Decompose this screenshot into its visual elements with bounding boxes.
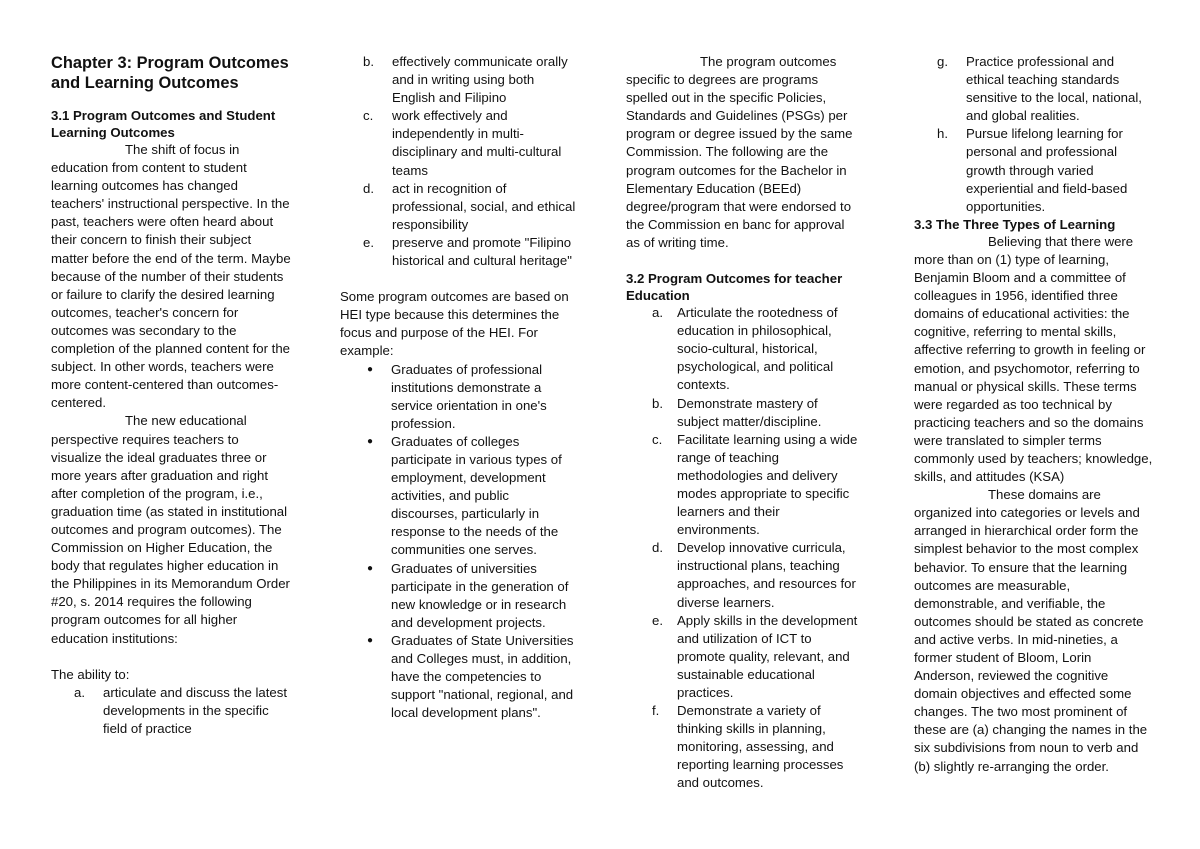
bullet-text: Graduates of colleges participate in various types of employment, development activities, and public discourses, particularly in response to the needs of the communities one serves. (391, 433, 562, 558)
list-marker: d. (652, 540, 663, 556)
list-item (626, 702, 862, 792)
list-marker: h. (937, 126, 948, 142)
list-item-text: act in recognition of professional, social, and ethical responsibility (392, 180, 576, 232)
list-marker: e. (652, 612, 663, 628)
list-item-text: preserve and promote "Filipino historical and cultural heritage" (392, 234, 572, 269)
bullet-item (340, 632, 576, 722)
list-marker: c. (363, 108, 374, 124)
list-item (626, 612, 862, 702)
list-item (340, 234, 576, 270)
list-item (626, 395, 862, 431)
list-item (340, 53, 576, 107)
list-marker: g. (937, 54, 948, 69)
column-2 (340, 53, 576, 722)
list-item (914, 125, 1154, 215)
list-item-text: Demonstrate mastery of subject matter/discipline. (677, 395, 822, 429)
paragraph: The new educational perspective requires teachers to visualize the ideal graduates three or more years after graduation and right after completion of the program, i.e., graduation time (as stated in institutional outcomes and program outcomes). The Commission on Higher Education, the body that regulates higher education in the Philippines in its Memorandum Order #20, s. 2014 requires the following program outcomes for all higher education institutions: (51, 413, 290, 646)
list-item (51, 684, 291, 738)
bullet-text: Graduates of State Universities and Colleges must, in addition, have the competencies to support "national, regional, and local development plans". (391, 632, 574, 721)
column-4 (914, 53, 1154, 776)
bullet-text: Graduates of universities participate in the generation of new knowledge or in research and development projects. (391, 560, 569, 630)
bullet-icon: ● (367, 435, 374, 447)
list-item-text: Articulate the rootedness of education in philosophical, socio-cultural, historical, psychological, and political contexts. (677, 305, 838, 393)
list-item-text: work effectively and independently in multi-disciplinary and multi-cultural teams (392, 108, 562, 178)
list-item-text: Apply skills in the development and utilization of ICT to promote quality, relevant, and sustainable educational practices. (677, 612, 858, 700)
list-item-text: Develop innovative curricula, instructional plans, teaching approaches, and resources for diverse learners. (677, 540, 856, 610)
paragraph: The program outcomes specific to degrees are programs spelled out in the specific Policies, Standards and Guidelines (PSGs) per program or degree issued by the same Commission. The following are the program outcomes for the Bachelor in Elementary Education (BEEd) degree/program that were endorsed to the Commission en banc for approval as of writing time. (626, 54, 853, 250)
list-marker: f. (652, 703, 660, 719)
list-item (626, 431, 862, 540)
list-item-text: effectively communicate orally and in writing using both English and Filipino (392, 54, 568, 106)
list-marker: b. (652, 395, 663, 411)
list-item (626, 539, 862, 611)
bullet-item (340, 361, 576, 433)
paragraph: Believing that there were more than on (1) type of learning, Benjamin Bloom and a committee of colleagues in 1956, identified three domains of educational activities: the cognitive, referring to mental skills, affective referring to growth in feeling or emotion, and psychomotor, referring to manual or physical skills. These terms were regarded as too technical by practicing teachers and so the domains were translated to simpler terms commonly used by teachers; knowledge, skills, and attitudes (KSA) (914, 233, 1153, 485)
bullet-item (340, 560, 576, 632)
chapter-title: Chapter 3: Program Outcomes and Learning Outcomes (51, 54, 289, 92)
section-heading-3-1: 3.1 Program Outcomes and Student Learning Outcomes (51, 108, 276, 140)
list-item (626, 304, 862, 394)
ability-intro: The ability to: (51, 666, 130, 682)
column-3 (626, 53, 862, 793)
list-marker: a. (74, 684, 85, 700)
section-heading-3-2: 3.2 Program Outcomes for teacher Education (626, 271, 843, 304)
paragraph: Some program outcomes are based on HEI type because this determines the focus and purpose of the HEI. For example: (340, 289, 569, 359)
bullet-icon: ● (367, 634, 374, 646)
list-item (340, 107, 576, 179)
list-marker: e. (363, 234, 374, 250)
list-marker: a. (652, 305, 663, 321)
bullet-text: Graduates of professional institutions demonstrate a service orientation in one's profession. (391, 361, 547, 431)
list-marker: d. (363, 180, 374, 196)
list-marker: c. (652, 431, 663, 447)
paragraph: The shift of focus in education from content to student learning outcomes has changed teachers' instructional perspective. In the past, teachers were often heard about their concern to finish their subject matter before the end of the term. Maybe because of the number of their students or failure to clarify the desired learning outcomes, teacher's concern for outcomes was secondary to the completion of the planned content for the subject. In other words, teachers were more content-centered than outcomes-centered. (51, 142, 291, 411)
list-marker: b. (363, 54, 374, 69)
list-item-text: Facilitate learning using a wide range of teaching methodologies and delivery modes appropriate to specific learners and their environments. (677, 431, 858, 538)
list-item (340, 180, 576, 234)
list-item-text: Practice professional and ethical teaching standards sensitive to the local, national, and global realities. (966, 54, 1142, 124)
list-item-text: Pursue lifelong learning for personal and professional growth through varied experiential and field-based opportunities. (966, 126, 1128, 214)
paragraph: These domains are organized into categories or levels and arranged in hierarchical order form the simplest behavior to the most complex behavior. To ensure that the learning outcomes are measurable, demonstrable, and verifiable, the outcomes should be stated as concrete and active verbs. In mid-nineties, a former student of Bloom, Lorin Anderson, reviewed the cognitive domain objectives and effected some changes. The two most prominent of these are (a) changing the names in the six subdivisions from noun to verb and (b) slightly re-arranging the order. (914, 487, 1148, 774)
list-item-text: Demonstrate a variety of thinking skills in planning, monitoring, assessing, and reporting learning processes and outcomes. (677, 703, 844, 791)
list-item-text: articulate and discuss the latest developments in the specific field of practice (103, 684, 287, 736)
list-item (914, 53, 1154, 125)
bullet-item (340, 433, 576, 560)
section-heading-3-3: 3.3 The Three Types of Learning (914, 216, 1116, 232)
column-1 (51, 53, 291, 738)
bullet-icon: ● (367, 562, 374, 574)
bullet-icon: ● (367, 363, 374, 375)
